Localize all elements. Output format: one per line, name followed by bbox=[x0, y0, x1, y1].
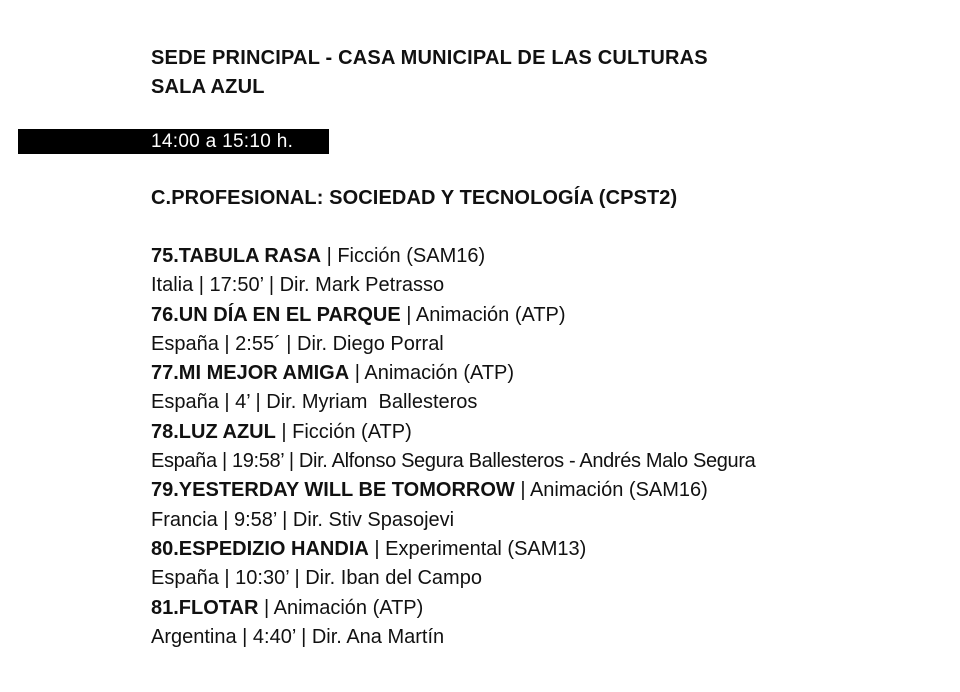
film-details: España | 2:55´ | Dir. Diego Porral bbox=[151, 332, 444, 355]
film-entry-title bbox=[151, 359, 755, 388]
film-genre: | Animación (ATP) bbox=[400, 303, 566, 326]
film-list bbox=[151, 242, 755, 652]
film-genre: | Animación (ATP) bbox=[258, 596, 424, 619]
room-name: SALA AZUL bbox=[151, 76, 265, 98]
film-entry-title bbox=[151, 535, 755, 564]
film-entry-title bbox=[151, 301, 755, 330]
film-details: Francia | 9:58’ | Dir. Stiv Spasojevi bbox=[151, 508, 455, 531]
film-entry-title bbox=[151, 594, 755, 623]
film-title: 79.YESTERDAY WILL BE TOMORROW bbox=[151, 479, 515, 502]
venue-name: SEDE PRINCIPAL - CASA MUNICIPAL DE LAS CULTURAS bbox=[151, 47, 708, 69]
film-title: 81.FLOTAR bbox=[151, 596, 259, 619]
time-slot-bar bbox=[18, 129, 329, 154]
venue-heading bbox=[151, 44, 708, 102]
film-entry-title bbox=[151, 242, 755, 271]
film-title: 76.UN DÍA EN EL PARQUE bbox=[151, 303, 401, 326]
film-title: 77.MI MEJOR AMIGA bbox=[151, 362, 350, 385]
film-title: 80.ESPEDIZIO HANDIA bbox=[151, 537, 369, 560]
film-details: España | 19:58’ | Dir. Alfonso Segura Ballesteros - Andrés Malo Segura bbox=[151, 450, 756, 473]
film-genre: | Experimental (SAM13) bbox=[368, 537, 587, 560]
film-genre: | Ficción (ATP) bbox=[275, 420, 412, 443]
film-genre: | Animación (SAM16) bbox=[514, 479, 708, 502]
time-slot-text: 14:00 a 15:10 h. bbox=[151, 131, 294, 152]
film-details: Italia | 17:50’ | Dir. Mark Petrasso bbox=[151, 274, 445, 297]
film-entry-title bbox=[151, 476, 755, 505]
film-genre: | Animación (ATP) bbox=[349, 362, 515, 385]
film-details: España | 4’ | Dir. Myriam Ballesteros bbox=[151, 391, 478, 414]
film-title: 75.TABULA RASA bbox=[151, 245, 322, 267]
film-genre: | Ficción (SAM16) bbox=[321, 245, 486, 267]
film-title: 78.LUZ AZUL bbox=[151, 420, 276, 443]
film-details: España | 10:30’ | Dir. Iban del Campo bbox=[151, 567, 482, 590]
film-entry-title bbox=[151, 418, 755, 447]
program-block-title: C.PROFESIONAL: SOCIEDAD Y TECNOLOGÍA (CPST2) bbox=[151, 187, 678, 209]
film-details: Argentina | 4:40’ | Dir. Ana Martín bbox=[151, 625, 445, 648]
